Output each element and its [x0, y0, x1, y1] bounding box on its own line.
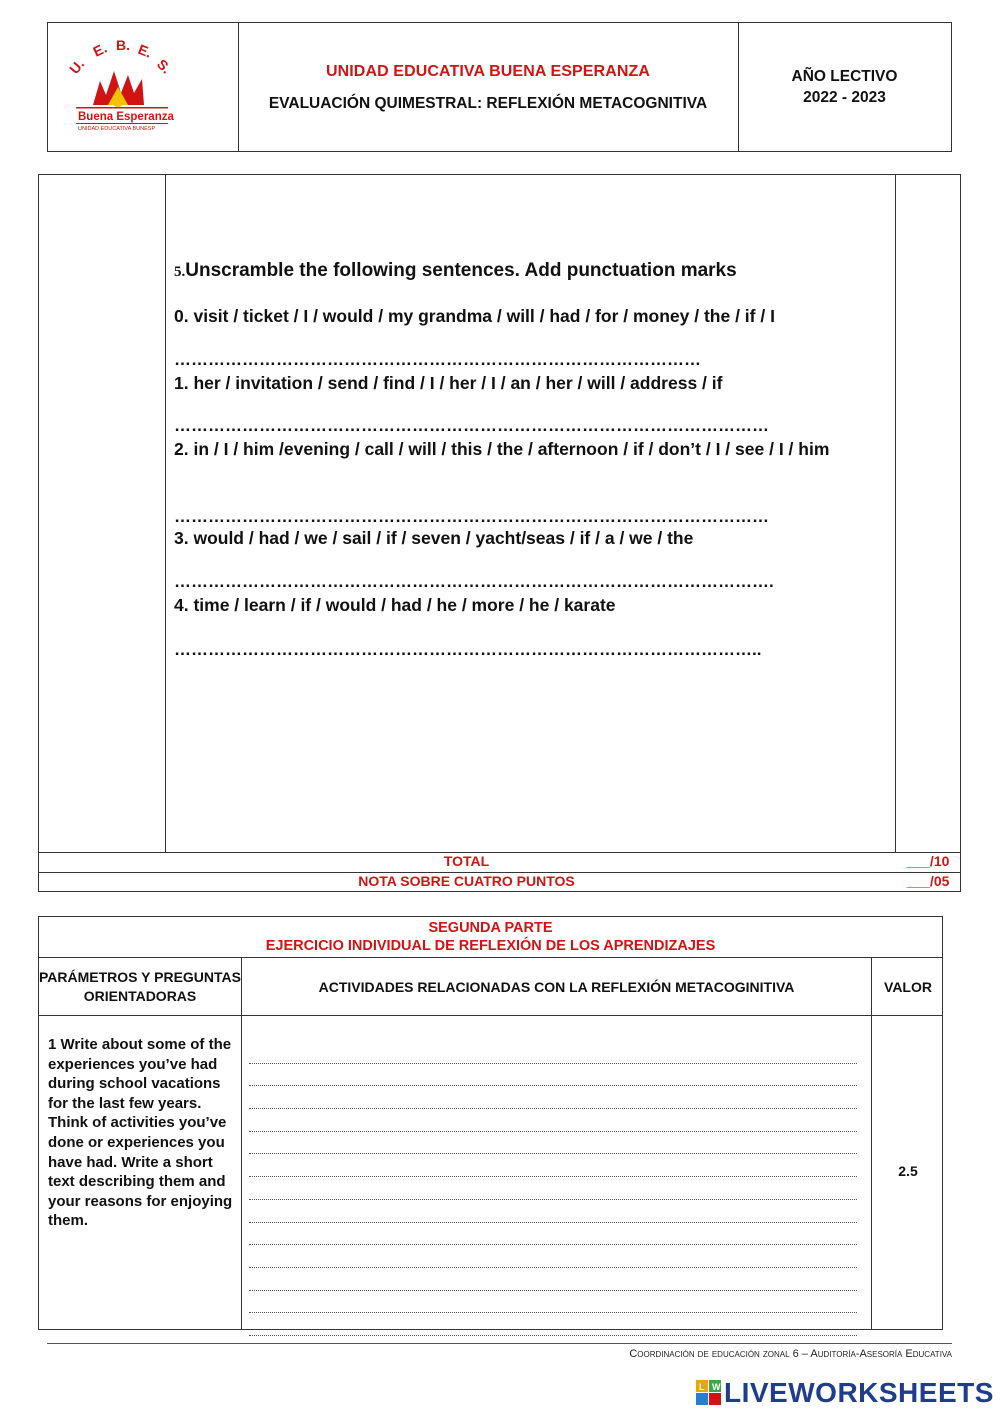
answer-area[interactable] [249, 1041, 859, 1336]
answer-line[interactable]: …………………………………………………………………………………………… [174, 507, 769, 526]
part-title: SEGUNDA PARTE [428, 920, 553, 936]
document-header [47, 22, 952, 152]
brand-text: LIVEWORKSHEETS [724, 1377, 994, 1408]
svg-text:E.: E. [135, 40, 155, 61]
svg-text:W: W [712, 1382, 721, 1392]
column-header-value: VALOR [884, 978, 932, 995]
exercise-section [38, 174, 961, 892]
logo-name: Buena Esperanza [78, 111, 174, 123]
column-header-parameters: PARÁMETROS Y PREGUNTAS ORIENTADORAS [39, 968, 241, 1004]
answer-line[interactable] [249, 1245, 857, 1268]
part-subtitle: EJERCICIO INDIVIDUAL DE REFLEXIÓN DE LOS APRENDIZAJES [265, 938, 716, 954]
svg-text:S.: S. [153, 55, 175, 77]
logo-cell [48, 23, 239, 151]
question-value: 2.5 [898, 1163, 918, 1179]
liveworksheets-brand[interactable] [696, 1376, 994, 1410]
sentence-item: 4. time / learn / if / would / had / he / more / he / karate [174, 595, 616, 615]
answer-line[interactable] [249, 1109, 857, 1132]
sentence-item: 0. visit / ticket / I / would / my grandma / will / had / for / money / the / if / I [174, 306, 775, 326]
sentence-item: 3. would / had / we / sail / if / seven / yacht/seas / if / a / we / the [174, 528, 694, 548]
total-label: TOTAL [443, 853, 490, 869]
svg-text:E.: E. [90, 39, 110, 60]
title-cell [238, 23, 739, 151]
answer-line[interactable]: …………………………………………………………………………………………… [174, 416, 769, 435]
task-instruction: Unscramble the following sentences. Add punctuation marks [185, 260, 737, 281]
svg-text:B.: B. [116, 37, 130, 53]
task-number: 5. [174, 264, 186, 280]
school-year-value: 2022 - 2023 [803, 89, 886, 106]
svg-text:L: L [699, 1382, 705, 1392]
answer-line[interactable] [249, 1291, 857, 1314]
answer-line[interactable] [249, 1154, 857, 1177]
sentence-item: 2. in / I / him /evening / call / will / this / the / afternoon / if / don’t / I / see / I / him [174, 439, 830, 459]
row-divider [39, 1015, 942, 1016]
answer-line[interactable] [249, 1223, 857, 1246]
reflection-question: 1 Write about some of the experiences you’ve had during school vacations for the last few years. Think of activities you’ve done or experiences you have had. Write a short text describing them and your reasons for enjoying them. [48, 1036, 233, 1230]
column-header-activities: ACTIVIDADES RELACIONADAS CON LA REFLEXIÓN METACOGINITIVA [318, 978, 795, 995]
nota-label: NOTA SOBRE CUATRO PUNTOS [358, 873, 575, 889]
answer-line[interactable] [249, 1132, 857, 1155]
nota-score: ___/05 [906, 873, 950, 889]
task-title [174, 260, 737, 282]
school-name: UNIDAD EDUCATIVA BUENA ESPERANZA [325, 63, 651, 80]
year-cell [738, 23, 951, 151]
evaluation-title: EVALUACIÓN QUIMESTRAL: REFLEXIÓN METACOGNITIVA [268, 95, 708, 112]
column-divider [895, 175, 896, 853]
school-year-label: AÑO LECTIVO [791, 68, 898, 85]
answer-line[interactable] [249, 1268, 857, 1291]
school-logo [48, 23, 238, 151]
answer-line[interactable] [249, 1064, 857, 1087]
reflection-section [38, 916, 943, 1330]
sentence-item: 1. her / invitation / send / find / I / her / I / an / her / will / address / if [174, 373, 723, 393]
part-title-block [39, 919, 942, 955]
svg-text:UNIDAD EDUCATIVA BUNESP: UNIDAD EDUCATIVA BUNESP [78, 126, 156, 132]
answer-line[interactable]: ………………………………………………………………………………… [174, 350, 701, 369]
footer-rule [47, 1343, 952, 1344]
answer-line[interactable]: ……………………………………………………………………………………………. [174, 572, 774, 591]
svg-text:U.: U. [66, 55, 88, 77]
answer-line[interactable] [249, 1200, 857, 1223]
answer-line[interactable] [249, 1041, 857, 1064]
footer-text: Coordinación de educación zonal 6 – Auditoría-Asesoría Educativa [629, 1348, 952, 1360]
answer-line[interactable]: ………………………………………………………………………………………….. [174, 640, 762, 659]
answer-line[interactable] [249, 1177, 857, 1200]
total-score: ___/10 [906, 853, 950, 869]
liveworksheets-logo-icon [696, 1380, 722, 1406]
answer-line[interactable] [249, 1086, 857, 1109]
answer-line[interactable] [249, 1313, 857, 1336]
column-divider [165, 175, 166, 853]
